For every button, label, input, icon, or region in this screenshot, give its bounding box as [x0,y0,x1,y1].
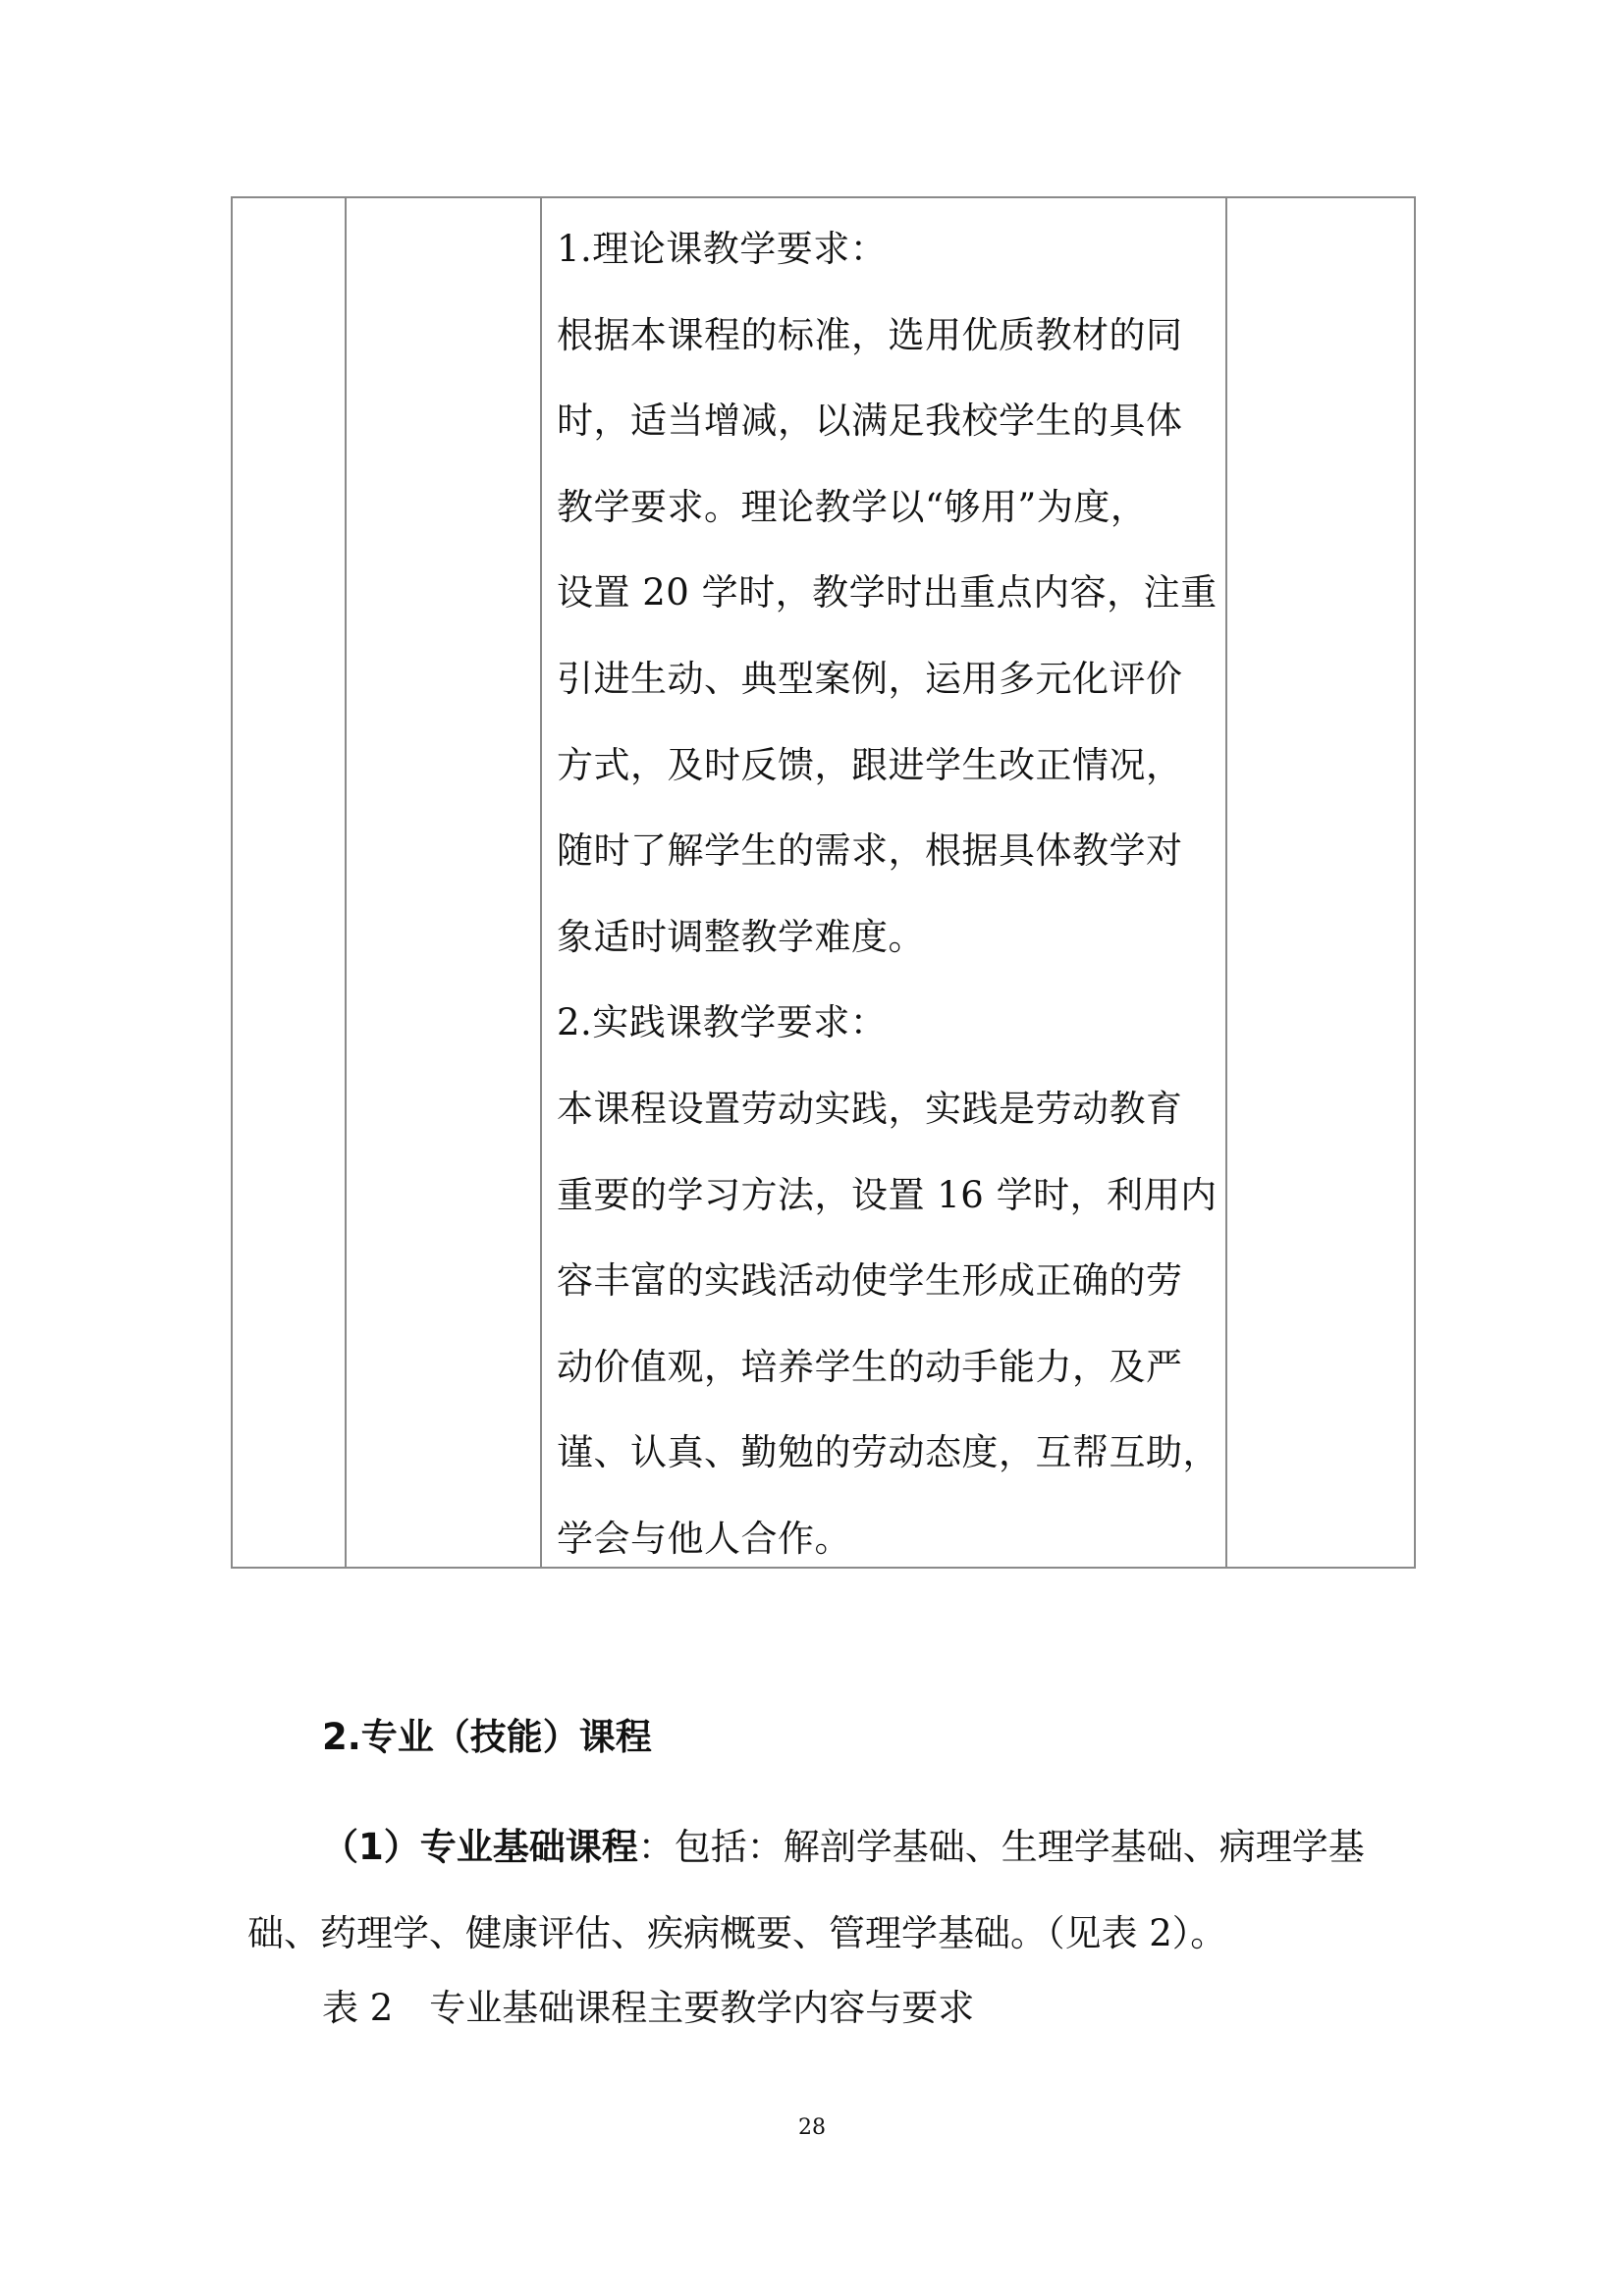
table-caption: 表 2 专业基础课程主要教学内容与要求 [322,1987,975,2029]
paragraph-line-2: 础、药理学、健康评估、疾病概要、管理学基础。（见表 2）。 [247,1912,1227,1954]
cell-text-line: 重要的学习方法，设置 16 学时，利用内 [557,1173,1218,1216]
cell-text-line: 教学要求。理论教学以“够用”为度， [557,485,1148,528]
table-column-divider-1 [345,198,347,1567]
cell-text-line: 本课程设置劳动实践，实践是劳动教育 [557,1087,1183,1130]
table-column-divider-2 [540,198,542,1567]
paragraph-bold-label: （1）专业基础课程 [322,1826,638,1868]
paragraph-line-1-text: ：包括：解剖学基础、生理学基础、病理学基 [637,1826,1365,1868]
section-heading: 2.专业（技能）课程 [322,1716,652,1758]
cell-text-line: 象适时调整教学难度。 [557,915,925,958]
table-column-divider-3 [1225,198,1227,1567]
teaching-requirements-cell [557,218,1219,1594]
cell-text-line: 根据本课程的标准，选用优质教材的同 [557,313,1183,356]
cell-text-line: 1.理论课教学要求： [557,228,888,270]
cell-text-line: 设置 20 学时，教学时出重点内容，注重 [557,571,1218,614]
cell-text-line: 方式，及时反馈，跟进学生改正情况， [557,743,1183,786]
cell-text-line: 动价值观，培养学生的动手能力，及严 [557,1345,1183,1388]
course-description-paragraph [247,1823,1396,1996]
cell-text-line: 时，适当增减，以满足我校学生的具体 [557,400,1183,443]
cell-text-line: 谨、认真、勤勉的劳动态度，互帮互助， [557,1431,1219,1474]
cell-text-line: 2.实践课教学要求： [557,1001,888,1044]
cell-text-line: 学会与他人合作。 [557,1517,851,1560]
page-number: 28 [798,2115,826,2140]
course-requirements-table [231,196,1416,1569]
paragraph-line-1 [247,1823,1396,1909]
cell-text-line: 容丰富的实践活动使学生形成正确的劳 [557,1259,1183,1303]
cell-text-line: 引进生动、典型案例，运用多元化评价 [557,657,1183,700]
cell-text-line: 随时了解学生的需求，根据具体教学对 [557,829,1183,873]
